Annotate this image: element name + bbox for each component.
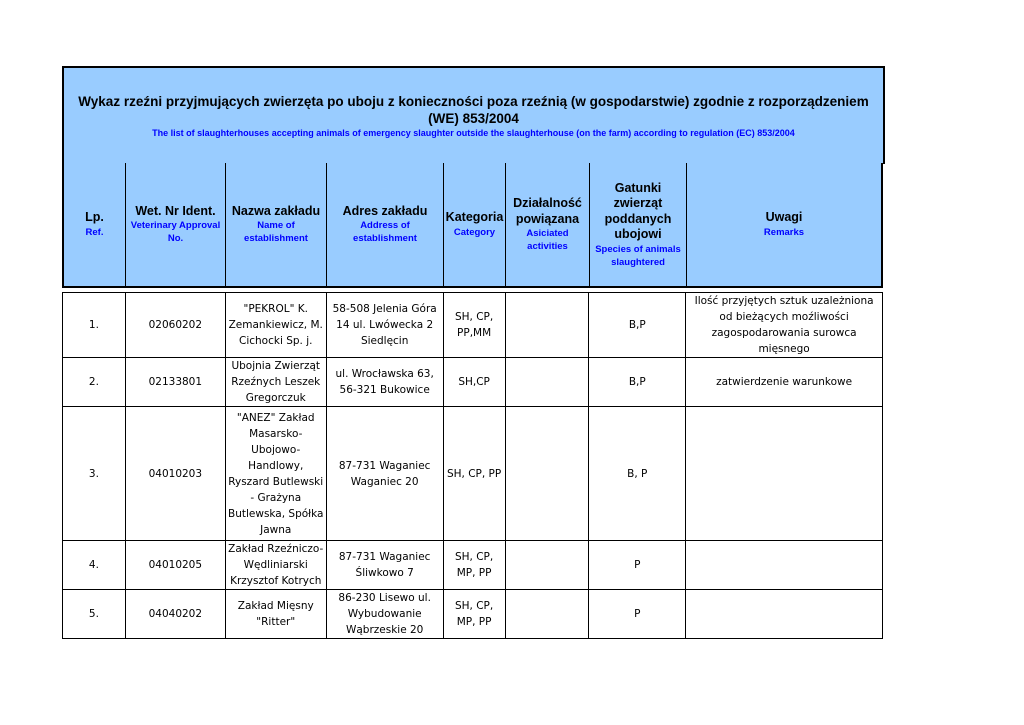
cell-category: SH,CP: [443, 358, 505, 407]
cell-vet-number: 02060202: [125, 293, 225, 358]
header-activities: [505, 163, 589, 288]
header-species: [589, 163, 686, 288]
header-label-en: Category: [453, 226, 496, 238]
table-title: Wykaz rzeźni przyjmujących zwierzęta po uboju z konieczności poza rzeźnią (w gospodarstwie) zgodnie z rozporządzeniem (WE) 853/2004: [78, 94, 869, 126]
cell-lp: 3.: [63, 407, 126, 541]
cell-remarks: [686, 541, 883, 590]
table-row: [63, 541, 883, 590]
header-label: Uwagi: [765, 210, 803, 225]
cell-remarks: zatwierdzenie warunkowe: [686, 358, 883, 407]
header-label: Lp.: [85, 210, 104, 225]
cell-lp: 2.: [63, 358, 126, 407]
header-label: Kategoria: [445, 210, 504, 225]
cell-name: Zakład Rzeźniczo-Wędliniarski Krzysztof Kotrych: [225, 541, 326, 590]
header-label: Działalność powiązana: [513, 196, 582, 226]
cell-species: P: [589, 590, 686, 639]
table-row: [63, 407, 883, 541]
cell-species: B,P: [589, 358, 686, 407]
cell-species: B,P: [589, 293, 686, 358]
header-label-en: Remarks: [763, 226, 805, 238]
cell-remarks: [686, 590, 883, 639]
cell-name: Ubojnia Zwierząt Rzeźnych Leszek Gregorczuk: [225, 358, 326, 407]
header-label: Gatunki zwierząt poddanych ubojowi: [604, 180, 672, 241]
cell-address: 86-230 Lisewo ul. Wybudowanie Wąbrzeskie 20: [326, 590, 443, 639]
header-vet-number: [125, 163, 225, 288]
header-label-en: Asiciated activities: [526, 228, 569, 252]
header-remarks: [686, 163, 883, 288]
table-row: [63, 293, 883, 358]
header-label: Adres zakładu: [342, 203, 428, 218]
cell-name: Zakład Mięsny "Ritter": [225, 590, 326, 639]
cell-category: SH, CP, MP, PP: [443, 590, 505, 639]
header-label: Wet. Nr Ident.: [135, 203, 216, 218]
header-label-en: Veterinary Approval No.: [130, 220, 221, 245]
header-lp: [62, 163, 125, 288]
cell-address: ul. Wrocławska 63, 56-321 Bukowice: [326, 358, 443, 407]
header-label-en: Species of animals slaughtered: [595, 243, 681, 268]
cell-species: B, P: [589, 407, 686, 541]
cell-vet-number: 04010205: [125, 541, 225, 590]
cell-lp: 1.: [63, 293, 126, 358]
cell-lp: 4.: [63, 541, 126, 590]
table-row: [63, 358, 883, 407]
header-label-en: Address of establishment: [353, 220, 417, 245]
cell-vet-number: 04010203: [125, 407, 225, 541]
header-name: [225, 163, 326, 288]
header-label-en: Name of establishment: [244, 220, 308, 245]
establishments-table: [62, 292, 883, 639]
header-label: Nazwa zakładu: [231, 203, 321, 218]
header-label-en: Ref.: [85, 226, 104, 238]
header-address: [326, 163, 443, 288]
cell-address: 87-731 Waganiec Śliwkowo 7: [326, 541, 443, 590]
cell-name: "ANEZ" Zakład Masarsko-Ubojowo-Handlowy, Ryszard Butlewski - Grażyna Butlewska, Spółka Jawna: [225, 407, 326, 541]
cell-name: "PEKROL" K. Zemankiewicz, M. Cichocki Sp. j.: [225, 293, 326, 358]
cell-activity: [505, 590, 589, 639]
cell-remarks: [686, 407, 883, 541]
cell-category: SH, CP, PP,MM: [443, 293, 505, 358]
cell-activity: [505, 541, 589, 590]
cell-category: SH, CP, PP: [443, 407, 505, 541]
cell-vet-number: 04040202: [125, 590, 225, 639]
cell-activity: [505, 358, 589, 407]
cell-activity: [505, 293, 589, 358]
cell-address: 58-508 Jelenia Góra 14 ul. Lwówecka 2 Siedlęcin: [326, 293, 443, 358]
cell-vet-number: 02133801: [125, 358, 225, 407]
table-subtitle: The list of slaughterhouses accepting animals of emergency slaughter outside the slaughterhouse (on the farm) according to regulation (EC) 853/2004: [152, 128, 795, 138]
header-row: [62, 163, 883, 290]
header-category: [443, 163, 505, 288]
cell-category: SH, CP, MP, PP: [443, 541, 505, 590]
cell-activity: [505, 407, 589, 541]
table-row: [63, 590, 883, 639]
cell-species: P: [589, 541, 686, 590]
cell-address: 87-731 Waganiec Waganiec 20: [326, 407, 443, 541]
cell-lp: 5.: [63, 590, 126, 639]
cell-remarks: Ilość przyjętych sztuk uzależniona od bieżących moźliwości zagospodarowania surowca mięsnego: [686, 293, 883, 358]
title-box: [62, 66, 885, 164]
